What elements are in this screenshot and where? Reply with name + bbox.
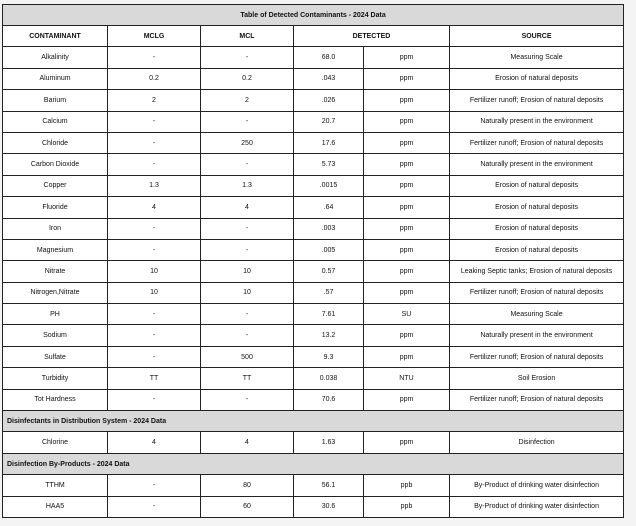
cell-source: Disinfection bbox=[450, 432, 624, 453]
cell-mclg: - bbox=[108, 304, 201, 325]
cell-source: Fertilizer runoff; Erosion of natural deposits bbox=[450, 346, 624, 367]
cell-value: .57 bbox=[294, 282, 364, 303]
cell-contaminant: Tot Hardness bbox=[3, 389, 108, 410]
cell-source: Erosion of natural deposits bbox=[450, 239, 624, 260]
cell-mclg: - bbox=[108, 132, 201, 153]
cell-unit: ppm bbox=[364, 175, 450, 196]
header-detected: DETECTED bbox=[294, 26, 450, 47]
cell-unit: ppb bbox=[364, 475, 450, 496]
cell-value: .64 bbox=[294, 197, 364, 218]
cell-value: 7.61 bbox=[294, 304, 364, 325]
cell-value: .026 bbox=[294, 90, 364, 111]
cell-mcl: 0.2 bbox=[201, 68, 294, 89]
cell-contaminant: Nitrogen,Nitrate bbox=[3, 282, 108, 303]
cell-unit: ppm bbox=[364, 432, 450, 453]
table-row bbox=[3, 132, 624, 153]
cell-contaminant: HAA5 bbox=[3, 496, 108, 517]
section-title: Disinfection By-Products - 2024 Data bbox=[3, 453, 624, 474]
section-header-row bbox=[3, 453, 624, 474]
cell-mclg: - bbox=[108, 218, 201, 239]
cell-mclg: - bbox=[108, 325, 201, 346]
header-mcl: MCL bbox=[201, 26, 294, 47]
cell-mclg: - bbox=[108, 111, 201, 132]
cell-mcl: - bbox=[201, 325, 294, 346]
cell-mclg: 1.3 bbox=[108, 175, 201, 196]
cell-value: 13.2 bbox=[294, 325, 364, 346]
cell-unit: ppb bbox=[364, 496, 450, 517]
cell-mclg: - bbox=[108, 475, 201, 496]
cell-mclg: 4 bbox=[108, 432, 201, 453]
cell-unit: ppm bbox=[364, 154, 450, 175]
cell-source: Naturally present in the environment bbox=[450, 111, 624, 132]
cell-value: 68.0 bbox=[294, 47, 364, 68]
cell-value: 20.7 bbox=[294, 111, 364, 132]
cell-unit: ppm bbox=[364, 346, 450, 367]
table-row bbox=[3, 368, 624, 389]
cell-mclg: - bbox=[108, 239, 201, 260]
cell-value: 0.038 bbox=[294, 368, 364, 389]
section-header-row bbox=[3, 411, 624, 432]
cell-mclg: 2 bbox=[108, 90, 201, 111]
cell-source: Fertilizer runoff; Erosion of natural deposits bbox=[450, 90, 624, 111]
cell-source: Naturally present in the environment bbox=[450, 154, 624, 175]
table-title: Table of Detected Contaminants - 2024 Data bbox=[3, 5, 624, 26]
cell-value: 17.6 bbox=[294, 132, 364, 153]
cell-value: .003 bbox=[294, 218, 364, 239]
cell-unit: ppm bbox=[364, 389, 450, 410]
cell-mcl: - bbox=[201, 111, 294, 132]
table-row bbox=[3, 389, 624, 410]
cell-mclg: 10 bbox=[108, 282, 201, 303]
table-row bbox=[3, 496, 624, 517]
cell-source: Erosion of natural deposits bbox=[450, 175, 624, 196]
cell-source: Erosion of natural deposits bbox=[450, 68, 624, 89]
cell-unit: ppm bbox=[364, 325, 450, 346]
table-row bbox=[3, 175, 624, 196]
cell-mclg: - bbox=[108, 47, 201, 68]
cell-mclg: - bbox=[108, 389, 201, 410]
cell-mcl: - bbox=[201, 304, 294, 325]
cell-mcl: - bbox=[201, 239, 294, 260]
cell-contaminant: Calcium bbox=[3, 111, 108, 132]
cell-unit: SU bbox=[364, 304, 450, 325]
cell-contaminant: Alkalinity bbox=[3, 47, 108, 68]
cell-mclg: - bbox=[108, 346, 201, 367]
cell-unit: ppm bbox=[364, 282, 450, 303]
cell-mcl: 10 bbox=[201, 261, 294, 282]
cell-mcl: 4 bbox=[201, 197, 294, 218]
cell-mcl: - bbox=[201, 47, 294, 68]
cell-value: 1.63 bbox=[294, 432, 364, 453]
cell-source: Leaking Septic tanks; Erosion of natural deposits bbox=[450, 261, 624, 282]
contaminants-table bbox=[2, 4, 624, 518]
cell-mclg: - bbox=[108, 496, 201, 517]
cell-mcl: 4 bbox=[201, 432, 294, 453]
cell-contaminant: Barium bbox=[3, 90, 108, 111]
cell-unit: ppm bbox=[364, 218, 450, 239]
cell-source: Naturally present in the environment bbox=[450, 325, 624, 346]
cell-source: Fertilizer runoff; Erosion of natural deposits bbox=[450, 389, 624, 410]
cell-unit: ppm bbox=[364, 239, 450, 260]
cell-unit: ppm bbox=[364, 90, 450, 111]
cell-source: By-Product of drinking water disinfection bbox=[450, 475, 624, 496]
table-row bbox=[3, 304, 624, 325]
cell-contaminant: Aluminum bbox=[3, 68, 108, 89]
cell-value: .0015 bbox=[294, 175, 364, 196]
cell-source: Erosion of natural deposits bbox=[450, 218, 624, 239]
cell-mcl: 80 bbox=[201, 475, 294, 496]
table-row bbox=[3, 154, 624, 175]
cell-contaminant: Iron bbox=[3, 218, 108, 239]
cell-mcl: 250 bbox=[201, 132, 294, 153]
table-row bbox=[3, 218, 624, 239]
cell-contaminant: Magnesium bbox=[3, 239, 108, 260]
cell-unit: ppm bbox=[364, 197, 450, 218]
cell-value: 30.6 bbox=[294, 496, 364, 517]
cell-value: 0.57 bbox=[294, 261, 364, 282]
header-row bbox=[3, 26, 624, 47]
cell-mclg: 4 bbox=[108, 197, 201, 218]
cell-contaminant: Chlorine bbox=[3, 432, 108, 453]
cell-mcl: 60 bbox=[201, 496, 294, 517]
cell-mclg: 0.2 bbox=[108, 68, 201, 89]
cell-unit: ppm bbox=[364, 261, 450, 282]
cell-source: Fertilizer runoff; Erosion of natural deposits bbox=[450, 282, 624, 303]
table-row bbox=[3, 346, 624, 367]
cell-mcl: TT bbox=[201, 368, 294, 389]
cell-value: .005 bbox=[294, 239, 364, 260]
cell-unit: NTU bbox=[364, 368, 450, 389]
cell-unit: ppm bbox=[364, 111, 450, 132]
cell-contaminant: Carbon Dioxide bbox=[3, 154, 108, 175]
cell-mcl: - bbox=[201, 218, 294, 239]
table-row bbox=[3, 282, 624, 303]
cell-contaminant: PH bbox=[3, 304, 108, 325]
cell-unit: ppm bbox=[364, 132, 450, 153]
cell-source: Measuring Scale bbox=[450, 47, 624, 68]
cell-unit: ppm bbox=[364, 68, 450, 89]
cell-mclg: 10 bbox=[108, 261, 201, 282]
cell-contaminant: Sulfate bbox=[3, 346, 108, 367]
cell-contaminant: Sodium bbox=[3, 325, 108, 346]
table-body bbox=[3, 5, 624, 518]
cell-contaminant: Fluoride bbox=[3, 197, 108, 218]
header-mclg: MCLG bbox=[108, 26, 201, 47]
cell-mclg: - bbox=[108, 154, 201, 175]
table-row bbox=[3, 68, 624, 89]
cell-mcl: 2 bbox=[201, 90, 294, 111]
title-row bbox=[3, 5, 624, 26]
header-source: SOURCE bbox=[450, 26, 624, 47]
cell-value: 56.1 bbox=[294, 475, 364, 496]
cell-value: .043 bbox=[294, 68, 364, 89]
cell-value: 5.73 bbox=[294, 154, 364, 175]
table-row bbox=[3, 47, 624, 68]
table-row bbox=[3, 475, 624, 496]
cell-mcl: 500 bbox=[201, 346, 294, 367]
cell-unit: ppm bbox=[364, 47, 450, 68]
table-row bbox=[3, 325, 624, 346]
cell-source: Soil Erosion bbox=[450, 368, 624, 389]
header-contaminant: CONTAMINANT bbox=[3, 26, 108, 47]
table-row bbox=[3, 239, 624, 260]
cell-source: Erosion of natural deposits bbox=[450, 197, 624, 218]
table-row bbox=[3, 111, 624, 132]
cell-contaminant: Copper bbox=[3, 175, 108, 196]
cell-mclg: TT bbox=[108, 368, 201, 389]
section-title: Disinfectants in Distribution System - 2024 Data bbox=[3, 411, 624, 432]
cell-mcl: - bbox=[201, 389, 294, 410]
cell-mcl: - bbox=[201, 154, 294, 175]
cell-source: Fertilizer runoff; Erosion of natural deposits bbox=[450, 132, 624, 153]
table-row bbox=[3, 90, 624, 111]
table-row bbox=[3, 261, 624, 282]
cell-mcl: 10 bbox=[201, 282, 294, 303]
table-row bbox=[3, 197, 624, 218]
table-row bbox=[3, 432, 624, 453]
cell-value: 70.6 bbox=[294, 389, 364, 410]
cell-value: 9.3 bbox=[294, 346, 364, 367]
cell-mcl: 1.3 bbox=[201, 175, 294, 196]
cell-contaminant: Turbidity bbox=[3, 368, 108, 389]
cell-contaminant: TTHM bbox=[3, 475, 108, 496]
cell-source: Measuring Scale bbox=[450, 304, 624, 325]
cell-contaminant: Chloride bbox=[3, 132, 108, 153]
cell-contaminant: Nitrate bbox=[3, 261, 108, 282]
cell-source: By-Product of drinking water disinfection bbox=[450, 496, 624, 517]
